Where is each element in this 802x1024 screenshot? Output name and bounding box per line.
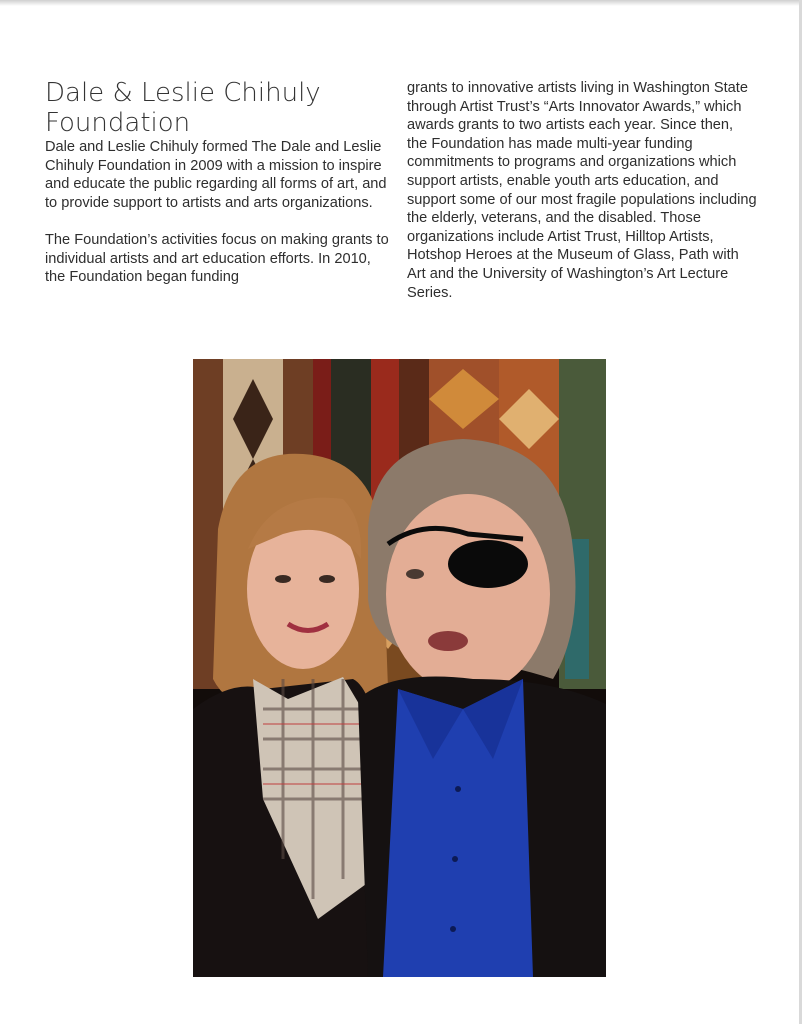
right-paragraph: grants to innovative artists living in Washington State through Artist Trust’s “Arts Innovator Awards,” which awards grants to two artists each year. Since then, the Foundation has made multi-year funding commitments to programs and organizations which support artists, enable youth arts education, and support some of our most fragile populations including the elderly, veterans, and the disabled. Those organizations include Artist Trust, Hilltop Artists, Hotshop Heroes at the Museum of Glass, Path with Art and the University of Washington’s Art Lecture Series. [407, 80, 757, 301]
portrait-photo [193, 359, 606, 977]
left-paragraph-2: The Foundation’s activities focus on making grants to individual artists and art education efforts. In 2010, the Foundation began funding [45, 231, 389, 286]
title-line-2: Foundation [45, 108, 191, 138]
left-column [45, 78, 390, 287]
title-line-1: Dale & Leslie Chihuly [45, 78, 321, 108]
page-title [45, 78, 390, 138]
page-top-shadow [0, 0, 802, 6]
left-paragraph-1: Dale and Leslie Chihuly formed The Dale and Leslie Chihuly Foundation in 2009 with a mission to inspire and educate the public regarding all forms of art, and to provide support to artists and arts organizations. [45, 139, 387, 211]
portrait-illustration [193, 359, 606, 977]
right-column [407, 79, 757, 302]
